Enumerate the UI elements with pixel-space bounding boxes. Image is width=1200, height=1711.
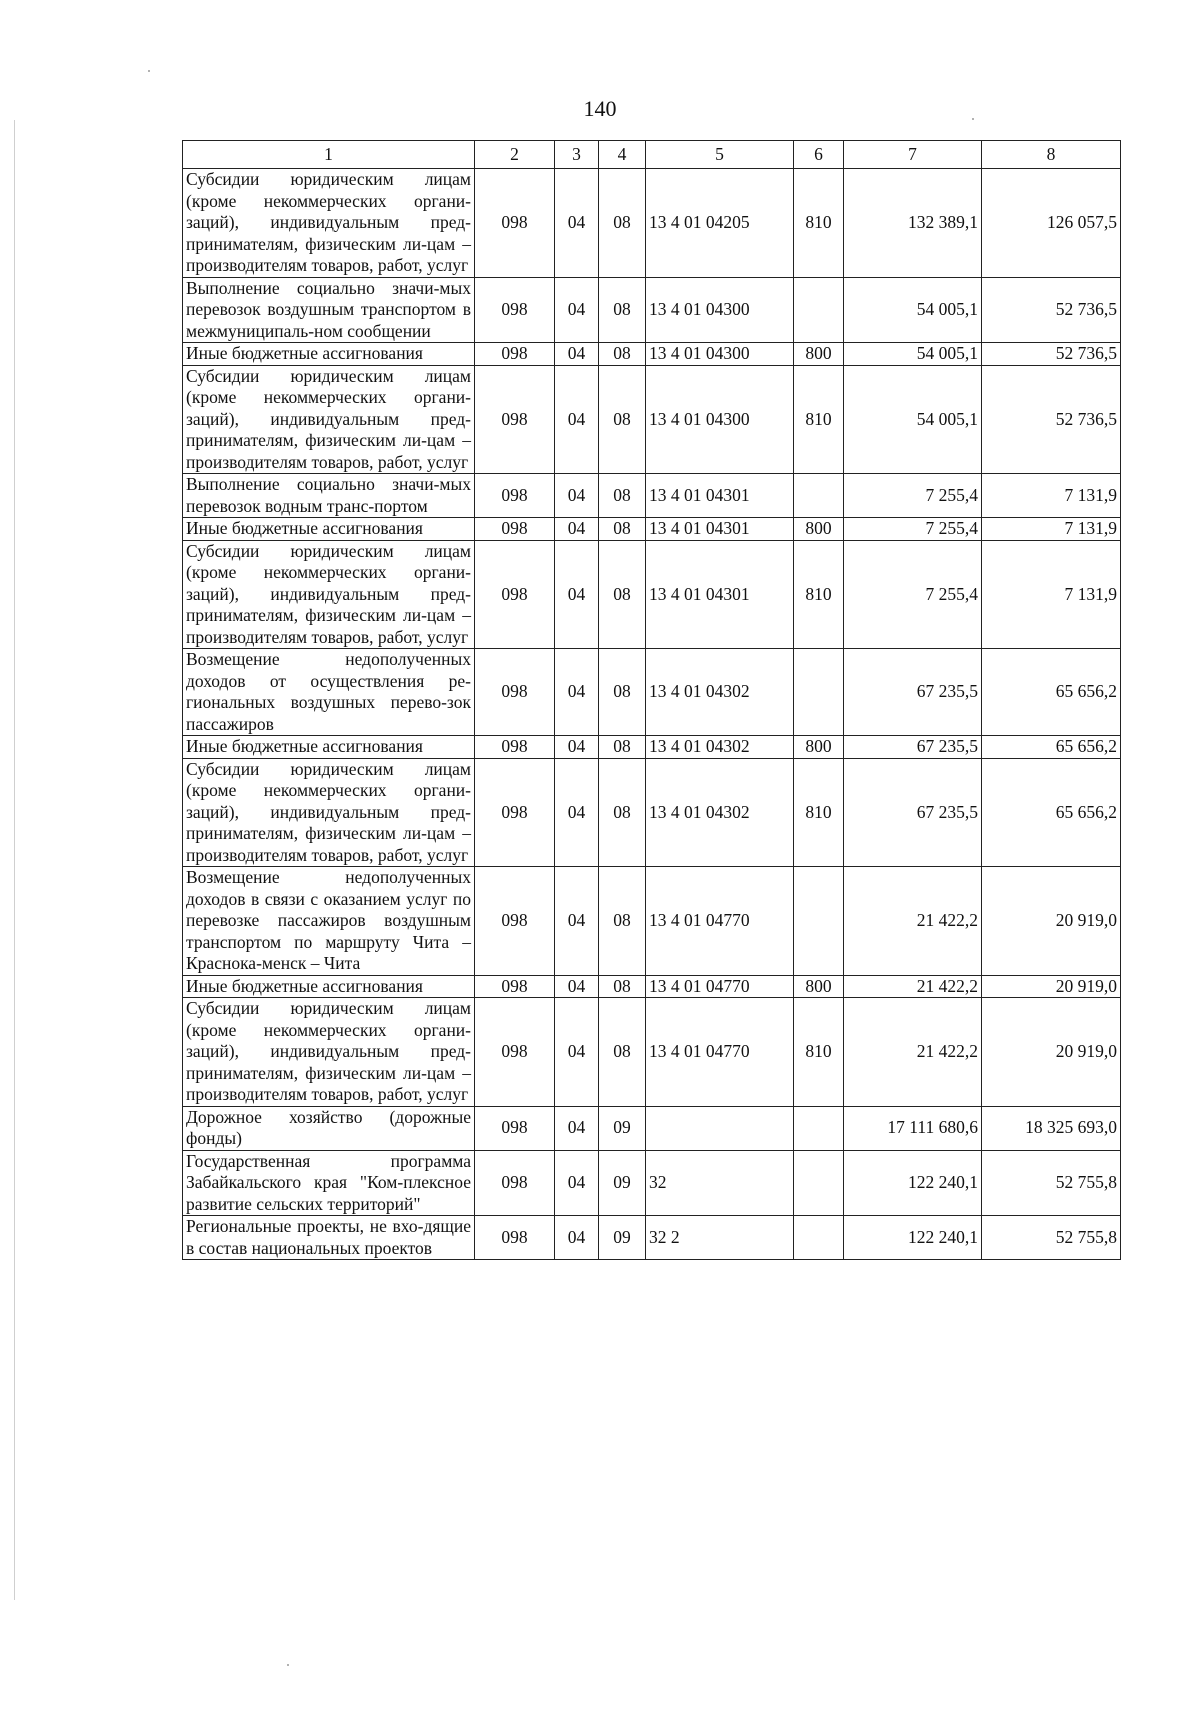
row-name: Возмещение недополученных доходов от осуществления ре-гиональных воздушных перево-зок пассажиров	[183, 649, 475, 736]
scan-speck	[148, 70, 150, 72]
row-col-4: 08	[599, 736, 646, 759]
row-col-5: 32	[646, 1150, 794, 1216]
row-col-5: 13 4 01 04300	[646, 277, 794, 343]
table-row	[183, 975, 1121, 998]
row-col-7: 17 111 680,6	[844, 1106, 982, 1150]
row-col-2: 098	[475, 736, 555, 759]
row-col-5: 13 4 01 04301	[646, 518, 794, 541]
row-col-5: 13 4 01 04302	[646, 736, 794, 759]
row-col-8: 7 131,9	[982, 474, 1121, 518]
row-col-4: 08	[599, 474, 646, 518]
row-col-6: 800	[794, 736, 844, 759]
row-col-2: 098	[475, 1150, 555, 1216]
row-col-8: 52 755,8	[982, 1216, 1121, 1260]
row-col-5: 13 4 01 04300	[646, 343, 794, 366]
row-col-5: 13 4 01 04302	[646, 649, 794, 736]
table-row	[183, 343, 1121, 366]
table-row	[183, 998, 1121, 1107]
row-name: Иные бюджетные ассигнования	[183, 736, 475, 759]
row-col-7: 7 255,4	[844, 540, 982, 649]
row-col-7: 122 240,1	[844, 1150, 982, 1216]
scan-speck	[287, 1664, 289, 1666]
table-row	[183, 365, 1121, 474]
row-col-8: 7 131,9	[982, 540, 1121, 649]
row-col-2: 098	[475, 975, 555, 998]
row-col-4: 09	[599, 1150, 646, 1216]
table-row	[183, 518, 1121, 541]
row-col-5: 13 4 01 04300	[646, 365, 794, 474]
row-col-7: 67 235,5	[844, 649, 982, 736]
row-col-5: 32 2	[646, 1216, 794, 1260]
row-name: Субсидии юридическим лицам (кроме некоммерческих органи-заций), индивидуальным пред-принимателям, физическим ли-цам – производителям товаров, работ, услуг	[183, 365, 475, 474]
row-name: Дорожное хозяйство (дорожные фонды)	[183, 1106, 475, 1150]
row-col-7: 21 422,2	[844, 998, 982, 1107]
budget-table	[182, 140, 1121, 1260]
header-col-1: 1	[183, 141, 475, 169]
row-col-8: 52 736,5	[982, 365, 1121, 474]
row-col-7: 132 389,1	[844, 169, 982, 278]
row-col-8: 126 057,5	[982, 169, 1121, 278]
header-col-4: 4	[599, 141, 646, 169]
row-col-6: 800	[794, 343, 844, 366]
row-col-6	[794, 649, 844, 736]
row-col-8: 7 131,9	[982, 518, 1121, 541]
row-col-4: 08	[599, 540, 646, 649]
row-name: Иные бюджетные ассигнования	[183, 343, 475, 366]
row-col-7: 54 005,1	[844, 365, 982, 474]
table-row	[183, 867, 1121, 976]
row-col-2: 098	[475, 474, 555, 518]
row-name: Субсидии юридическим лицам (кроме некоммерческих органи-заций), индивидуальным пред-принимателям, физическим ли-цам – производителям товаров, работ, услуг	[183, 540, 475, 649]
row-col-4: 09	[599, 1106, 646, 1150]
row-col-8: 65 656,2	[982, 758, 1121, 867]
row-col-6: 810	[794, 169, 844, 278]
row-col-8: 52 736,5	[982, 343, 1121, 366]
row-col-6: 810	[794, 998, 844, 1107]
row-col-7: 21 422,2	[844, 867, 982, 976]
row-col-6	[794, 474, 844, 518]
row-col-8: 52 755,8	[982, 1150, 1121, 1216]
table-row	[183, 758, 1121, 867]
row-col-2: 098	[475, 277, 555, 343]
row-col-2: 098	[475, 867, 555, 976]
row-col-4: 09	[599, 1216, 646, 1260]
row-col-3: 04	[555, 474, 599, 518]
table-row	[183, 649, 1121, 736]
row-col-3: 04	[555, 1106, 599, 1150]
table-row	[183, 277, 1121, 343]
row-col-3: 04	[555, 736, 599, 759]
table-body	[183, 169, 1121, 1260]
row-col-4: 08	[599, 365, 646, 474]
row-name: Выполнение социально значи-мых перевозок воздушным транспортом в межмуниципаль-ном сообщении	[183, 277, 475, 343]
row-col-4: 08	[599, 343, 646, 366]
row-col-6	[794, 1106, 844, 1150]
table-row	[183, 474, 1121, 518]
row-col-8: 52 736,5	[982, 277, 1121, 343]
row-col-2: 098	[475, 169, 555, 278]
scan-edge-line	[14, 120, 15, 1600]
row-col-3: 04	[555, 365, 599, 474]
row-col-6	[794, 277, 844, 343]
header-col-3: 3	[555, 141, 599, 169]
row-col-4: 08	[599, 758, 646, 867]
header-col-8: 8	[982, 141, 1121, 169]
row-col-6: 800	[794, 975, 844, 998]
row-col-2: 098	[475, 998, 555, 1107]
page-number: 140	[583, 96, 617, 121]
row-col-4: 08	[599, 998, 646, 1107]
row-col-5	[646, 1106, 794, 1150]
row-col-8: 20 919,0	[982, 867, 1121, 976]
row-col-4: 08	[599, 518, 646, 541]
row-name: Субсидии юридическим лицам (кроме некоммерческих органи-заций), индивидуальным пред-принимателям, физическим ли-цам – производителям товаров, работ, услуг	[183, 169, 475, 278]
row-col-2: 098	[475, 1106, 555, 1150]
row-col-8: 20 919,0	[982, 975, 1121, 998]
row-col-6: 810	[794, 365, 844, 474]
row-col-8: 65 656,2	[982, 736, 1121, 759]
scan-speck	[972, 118, 974, 120]
row-col-6: 810	[794, 540, 844, 649]
row-col-5: 13 4 01 04302	[646, 758, 794, 867]
row-col-2: 098	[475, 649, 555, 736]
header-row	[183, 141, 1121, 169]
row-col-3: 04	[555, 518, 599, 541]
table-row	[183, 169, 1121, 278]
row-name: Государственная программа Забайкальского края "Ком-плексное развитие сельских территорий"	[183, 1150, 475, 1216]
row-name: Иные бюджетные ассигнования	[183, 518, 475, 541]
row-col-4: 08	[599, 277, 646, 343]
row-name: Региональные проекты, не вхо-дящие в состав национальных проектов	[183, 1216, 475, 1260]
row-col-3: 04	[555, 758, 599, 867]
table-row	[183, 1106, 1121, 1150]
table-row	[183, 1216, 1121, 1260]
row-col-7: 67 235,5	[844, 758, 982, 867]
row-name: Субсидии юридическим лицам (кроме некоммерческих органи-заций), индивидуальным пред-принимателям, физическим ли-цам – производителям товаров, работ, услуг	[183, 758, 475, 867]
row-col-5: 13 4 01 04301	[646, 474, 794, 518]
row-col-3: 04	[555, 975, 599, 998]
row-col-8: 18 325 693,0	[982, 1106, 1121, 1150]
row-col-7: 122 240,1	[844, 1216, 982, 1260]
row-col-3: 04	[555, 343, 599, 366]
row-col-7: 21 422,2	[844, 975, 982, 998]
table-row	[183, 736, 1121, 759]
row-col-5: 13 4 01 04301	[646, 540, 794, 649]
row-col-8: 20 919,0	[982, 998, 1121, 1107]
row-col-6	[794, 867, 844, 976]
row-col-4: 08	[599, 975, 646, 998]
table-row	[183, 1150, 1121, 1216]
row-col-7: 67 235,5	[844, 736, 982, 759]
row-name: Выполнение социально значи-мых перевозок водным транс-портом	[183, 474, 475, 518]
row-col-5: 13 4 01 04770	[646, 975, 794, 998]
row-col-2: 098	[475, 365, 555, 474]
row-col-5: 13 4 01 04770	[646, 998, 794, 1107]
row-col-5: 13 4 01 04205	[646, 169, 794, 278]
header-col-2: 2	[475, 141, 555, 169]
row-col-3: 04	[555, 998, 599, 1107]
header-col-6: 6	[794, 141, 844, 169]
row-col-7: 54 005,1	[844, 277, 982, 343]
row-col-7: 54 005,1	[844, 343, 982, 366]
row-name: Возмещение недополученных доходов в связи с оказанием услуг по перевозке пассажиров воздушным транспортом по маршруту Чита – Краснока-менск – Чита	[183, 867, 475, 976]
row-col-3: 04	[555, 649, 599, 736]
row-col-4: 08	[599, 649, 646, 736]
row-col-7: 7 255,4	[844, 518, 982, 541]
table-row	[183, 540, 1121, 649]
row-col-3: 04	[555, 169, 599, 278]
row-name: Субсидии юридическим лицам (кроме некоммерческих органи-заций), индивидуальным пред-принимателям, физическим ли-цам – производителям товаров, работ, услуг	[183, 998, 475, 1107]
row-col-2: 098	[475, 758, 555, 867]
row-col-3: 04	[555, 867, 599, 976]
row-col-7: 7 255,4	[844, 474, 982, 518]
row-col-2: 098	[475, 1216, 555, 1260]
row-col-6	[794, 1216, 844, 1260]
header-col-5: 5	[646, 141, 794, 169]
row-col-6: 810	[794, 758, 844, 867]
row-col-5: 13 4 01 04770	[646, 867, 794, 976]
header-col-7: 7	[844, 141, 982, 169]
row-col-4: 08	[599, 867, 646, 976]
row-col-3: 04	[555, 277, 599, 343]
row-col-6: 800	[794, 518, 844, 541]
row-col-4: 08	[599, 169, 646, 278]
row-col-2: 098	[475, 343, 555, 366]
row-name: Иные бюджетные ассигнования	[183, 975, 475, 998]
row-col-8: 65 656,2	[982, 649, 1121, 736]
row-col-3: 04	[555, 1216, 599, 1260]
row-col-3: 04	[555, 1150, 599, 1216]
row-col-2: 098	[475, 518, 555, 541]
row-col-2: 098	[475, 540, 555, 649]
row-col-3: 04	[555, 540, 599, 649]
row-col-6	[794, 1150, 844, 1216]
